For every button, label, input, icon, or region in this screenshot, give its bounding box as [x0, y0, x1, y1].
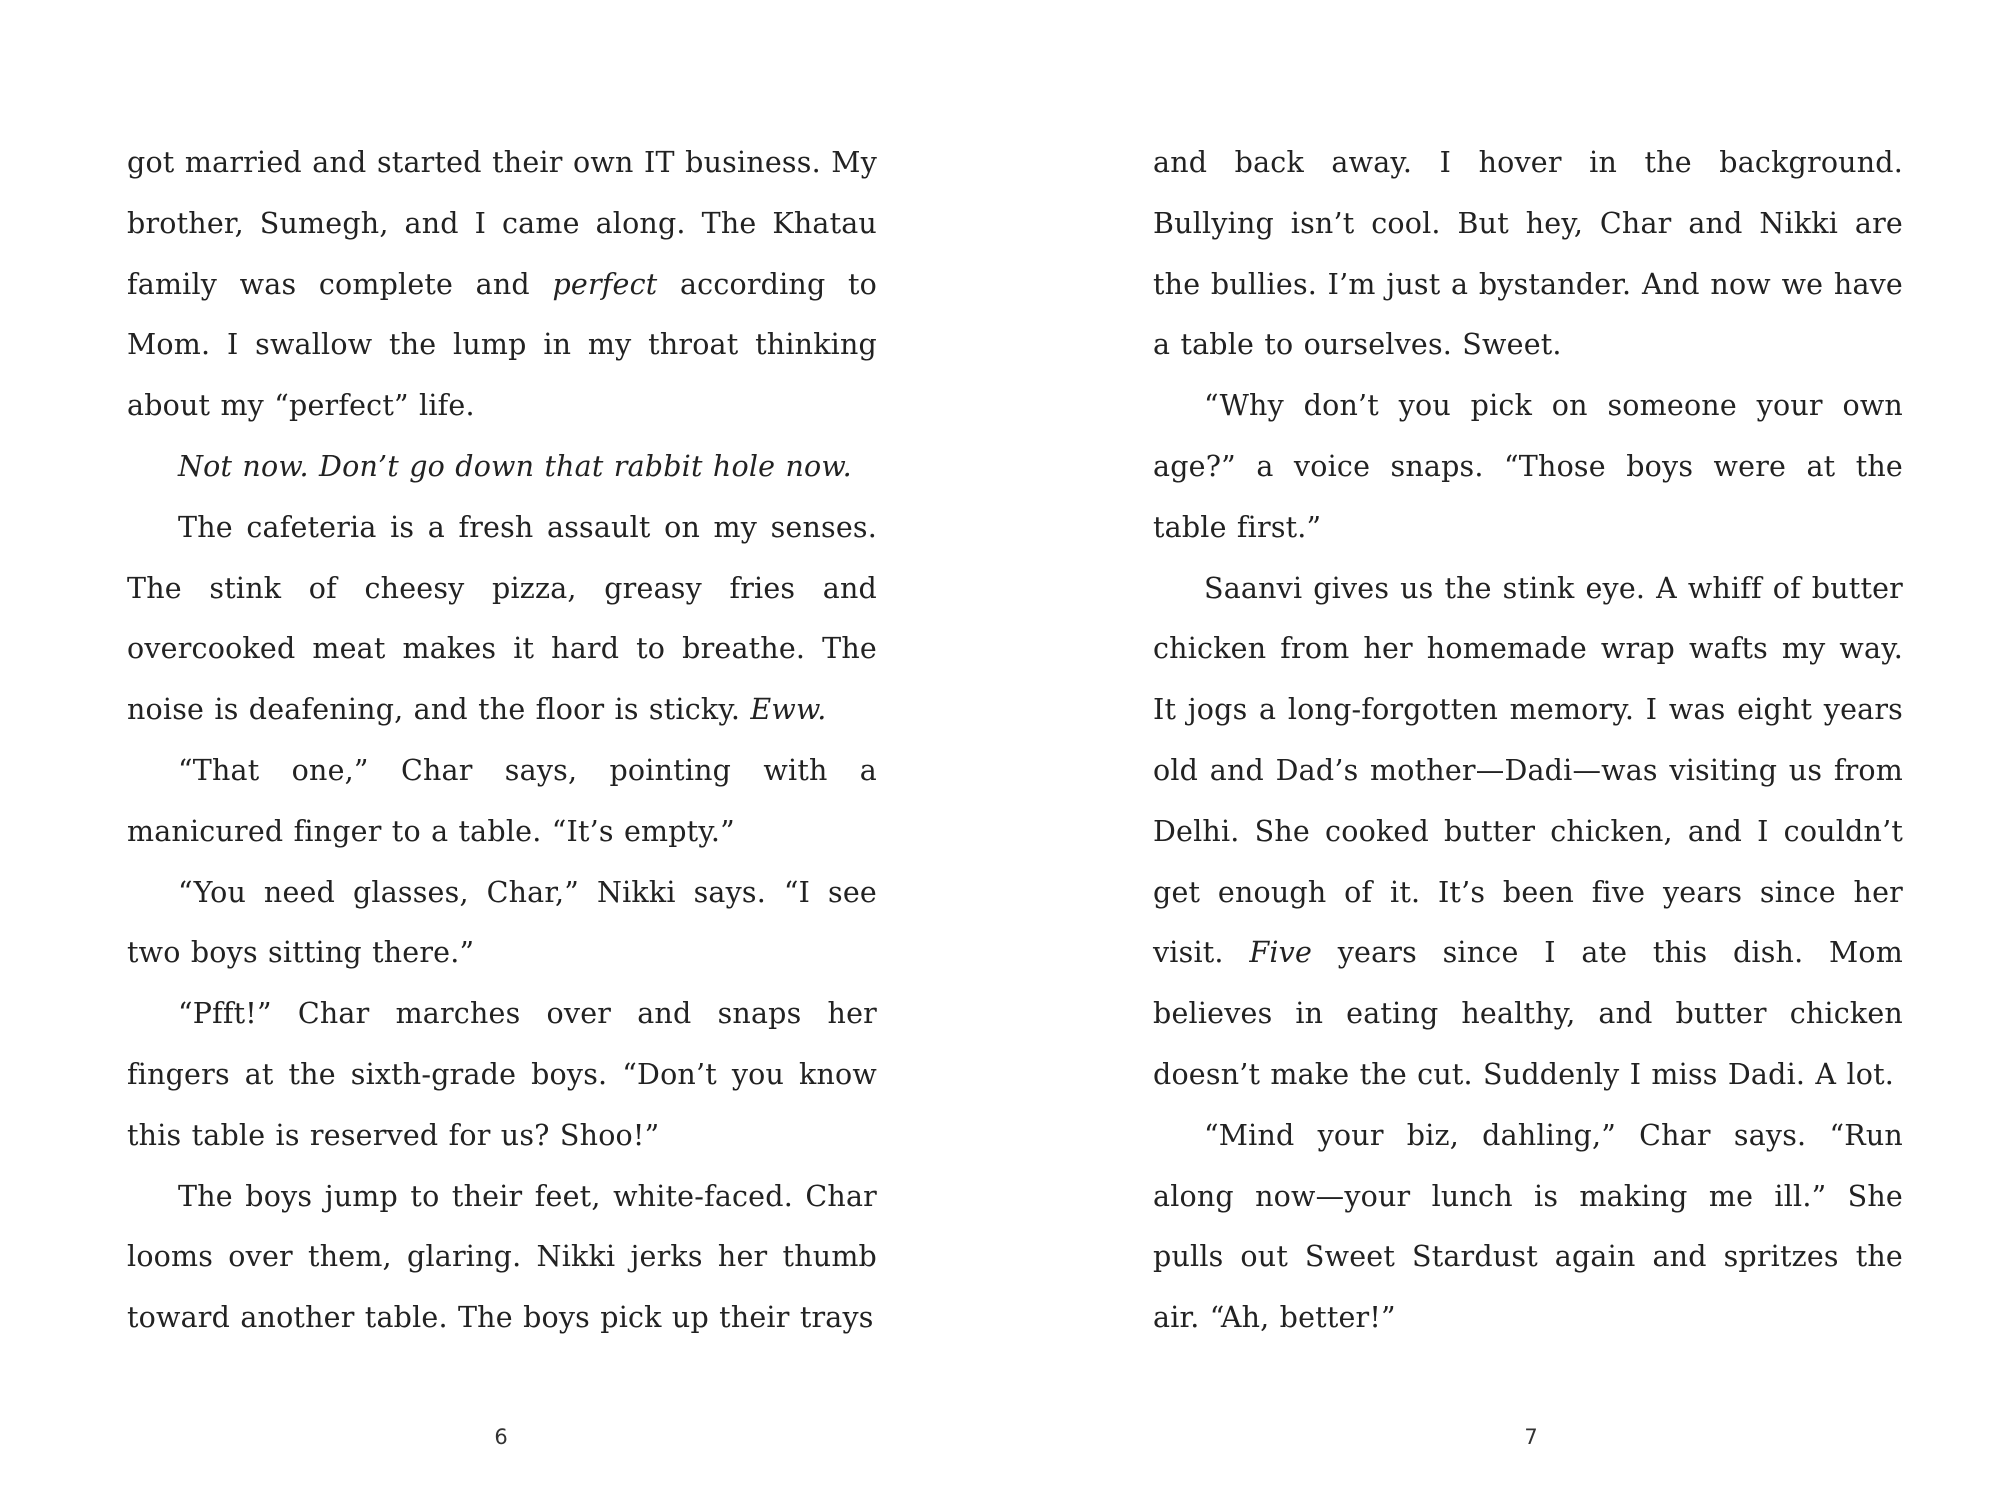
paragraph [127, 741, 877, 863]
text-run: Saanvi gives us the stink eye. A whiff of butter chicken from her homemade wrap wafts my way. It jogs a long-forgotten memory. I was eight years old and Dad’s mother—Dadi—was visiting us from Delhi. She cooked butter chicken, and I couldn’t get enough of it. It’s been five years since her visit. [1153, 571, 1903, 970]
text-run: The cafeteria is a fresh assault on my senses. The stink of cheesy pizza, greasy fries and overcooked meat makes it hard to breathe. The noise is deafening, and the floor is sticky. [127, 510, 877, 727]
italic-text-run: perfect [552, 267, 658, 301]
paragraph [127, 1167, 877, 1349]
left-page-number: 6 [494, 1425, 508, 1449]
text-run: and back away. I hover in the background. Bullying isn’t cool. But hey, Char and Nikki are the bullies. I’m just a bystander. And now we have a table to ourselves. Sweet. [1153, 146, 1903, 362]
right-page-number: 7 [1524, 1425, 1538, 1449]
text-run: years since I ate this dish. Mom believes in eating healthy, and butter chicken doesn’t make the cut. Suddenly I miss Dadi. A lot. [1153, 936, 1903, 1091]
italic-text-run: Five [1249, 936, 1313, 970]
paragraph [127, 984, 877, 1166]
paragraph [127, 437, 877, 498]
text-run: Not now. Don’t go down that rabbit hole now. [178, 449, 852, 483]
italic-text-run: Eww. [750, 693, 827, 727]
text-run: “Why don’t you pick on someone your own age?” a voice snaps. “Those boys were at the table first.” [1153, 389, 1903, 544]
text-run: “That one,” Char says, pointing with a manicured finger to a table. “It’s empty.” [127, 753, 877, 848]
left-page-text [127, 133, 877, 1349]
text-run: “You need glasses, Char,” Nikki says. “I see two boys sitting there.” [127, 875, 877, 970]
paragraph [1153, 1106, 1903, 1349]
right-page [1000, 0, 2000, 1500]
text-run: The boys jump to their feet, white-faced. Char looms over them, glaring. Nikki jerks her thumb toward another table. The boys pick up their trays [127, 1179, 877, 1335]
text-run: according to Mom. I swallow the lump in my throat thinking about my “perfect” life. [127, 267, 877, 423]
text-run: “Pfft!” Char marches over and snaps her fingers at the sixth-grade boys. “Don’t you know this table is reserved for us? Shoo!” [127, 997, 877, 1152]
paragraph [1153, 376, 1903, 558]
text-run: “Mind your biz, dahling,” Char says. “Run along now—your lunch is making me ill.” She pulls out Sweet Stardust again and spritzes the air. “Ah, better!” [1153, 1118, 1903, 1335]
paragraph [1153, 133, 1903, 376]
text-run: got married and started their own IT business. My brother, Sumegh, and I came along. The Khatau family was complete and [127, 146, 877, 301]
paragraph [127, 498, 877, 741]
paragraph [127, 133, 877, 437]
paragraph [1153, 559, 1903, 1106]
right-page-text [1153, 133, 1903, 1349]
paragraph [127, 863, 877, 985]
